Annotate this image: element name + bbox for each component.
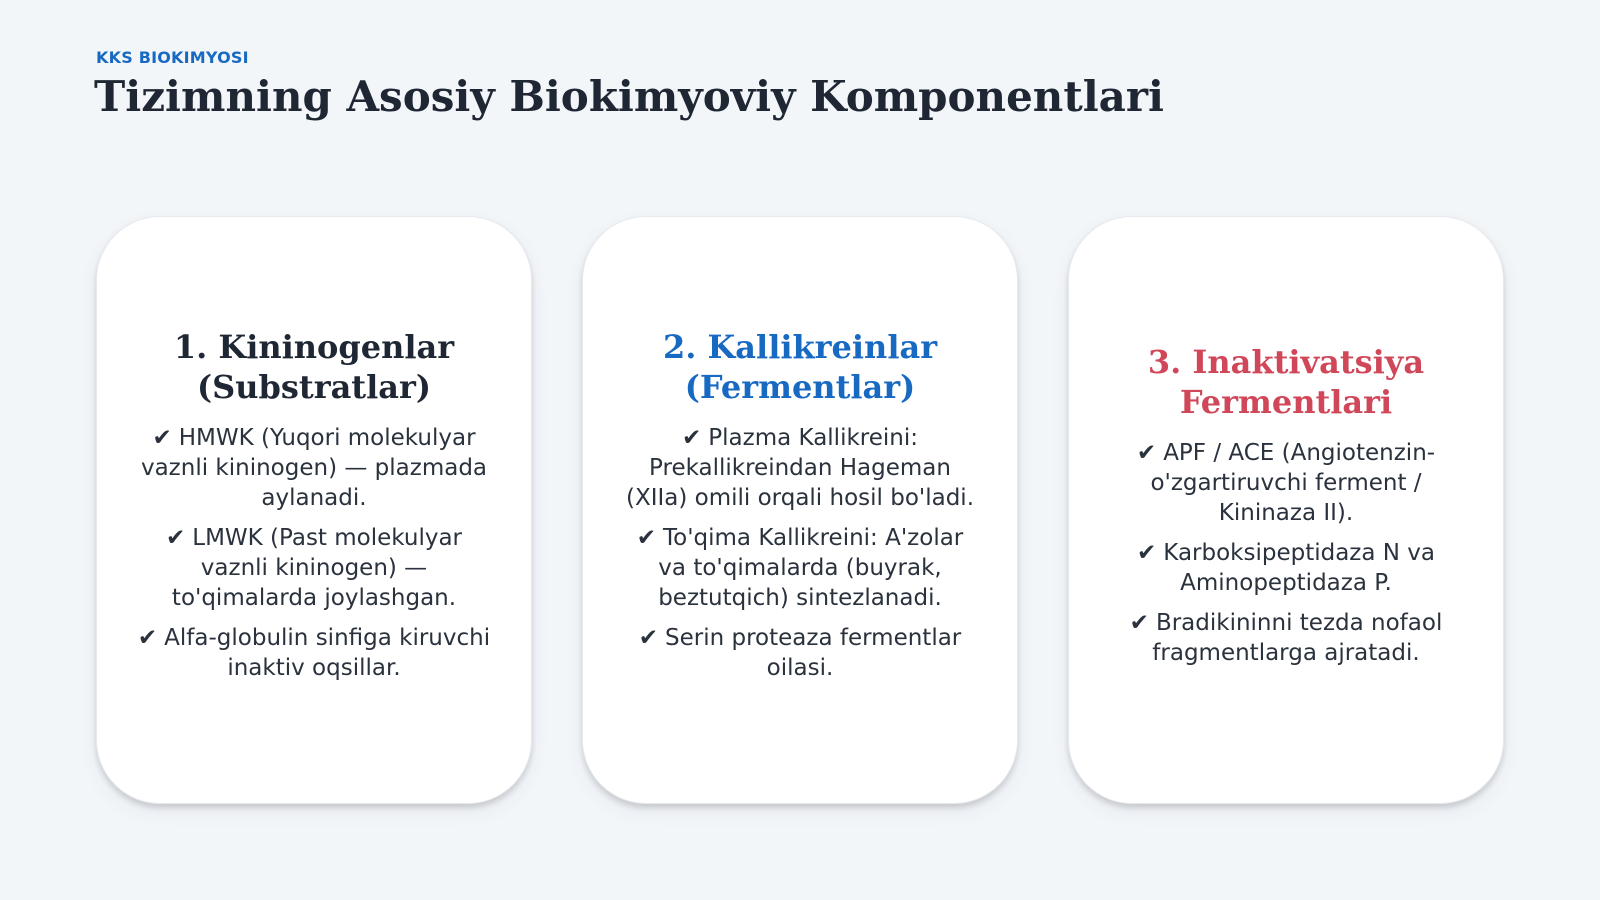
- checkmark-icon: ✔: [638, 625, 659, 651]
- list-item-text: Serin proteaza fermentlar oilasi.: [665, 625, 962, 681]
- eyebrow-label: KKS BIOKIMYOSI: [96, 48, 249, 67]
- checkmark-icon: ✔: [1129, 610, 1149, 636]
- list-item: [623, 623, 977, 683]
- card-inactivation-enzymes: [1068, 216, 1504, 804]
- checkmark-icon: ✔: [682, 425, 702, 451]
- card-item-list: [623, 423, 977, 683]
- card-title: 1. Kininogenlar (Substratlar): [173, 328, 455, 406]
- card-kininogens: [96, 216, 532, 804]
- checkmark-icon: ✔: [165, 525, 186, 551]
- list-item: [623, 423, 977, 513]
- checkmark-icon: ✔: [1136, 440, 1157, 466]
- card-title: 2. Kallikreinlar (Fermentlar): [662, 328, 938, 406]
- list-item: [137, 523, 491, 613]
- list-item: [623, 523, 977, 613]
- list-item: [1109, 438, 1463, 528]
- card-item-list: [1109, 438, 1463, 668]
- checkmark-icon: ✔: [1136, 540, 1157, 566]
- list-item: [1109, 608, 1463, 668]
- list-item-text: APF / ACE (Angiotenzin-o'zgartiruvchi ferment / Kininaza II).: [1150, 440, 1436, 526]
- list-item-text: To'qima Kallikreini: A'zolar va to'qimalarda (buyrak, beztutqich) sintezlanadi.: [658, 525, 964, 611]
- cards-row: [96, 216, 1504, 804]
- list-item-text: Alfa-globulin sinfiga kiruvchi inaktiv oqsillar.: [164, 625, 491, 681]
- card-kallikreins: [582, 216, 1018, 804]
- list-item-text: LMWK (Past molekulyar vaznli kininogen) — to'qimalarda joylashgan.: [171, 525, 463, 611]
- list-item: [137, 423, 491, 513]
- list-item-text: Bradikininni tezda nofaol fragmentlarga ajratadi.: [1152, 610, 1443, 666]
- list-item-text: Karboksipeptidaza N va Aminopeptidaza P.: [1163, 540, 1436, 596]
- list-item: [1109, 538, 1463, 598]
- checkmark-icon: ✔: [137, 625, 158, 651]
- list-item-text: HMWK (Yuqori molekulyar vaznli kininogen) — plazmada aylanadi.: [140, 425, 488, 511]
- list-item: [137, 623, 491, 683]
- checkmark-icon: ✔: [152, 425, 172, 451]
- card-item-list: [137, 423, 491, 683]
- checkmark-icon: ✔: [636, 525, 656, 551]
- page-title: Tizimning Asosiy Biokimyoviy Komponentlari: [94, 72, 1164, 121]
- card-title: 3. Inaktivatsiya Fermentlari: [1147, 343, 1425, 421]
- list-item-text: Plazma Kallikreini: Prekallikreindan Hageman (XIIa) omili orqali hosil bo'ladi.: [625, 425, 975, 511]
